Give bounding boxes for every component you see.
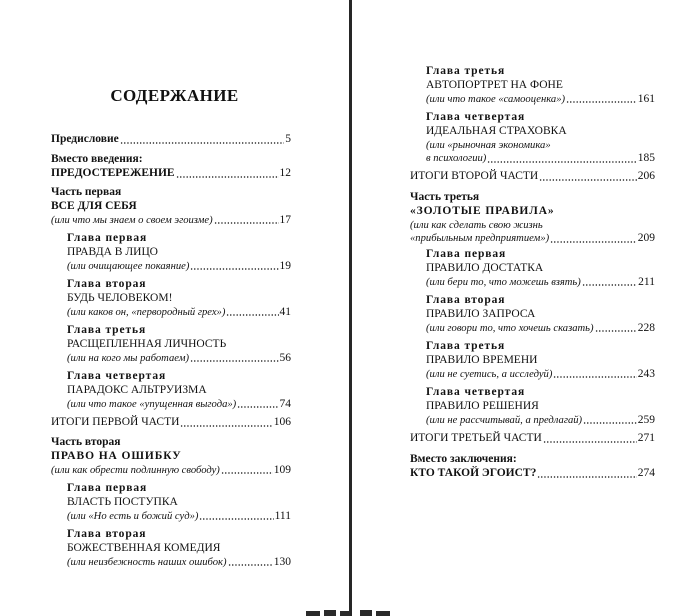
dot-leader xyxy=(176,176,279,178)
dot-leader xyxy=(595,330,637,332)
dot-leader xyxy=(539,179,637,181)
entry-subtitle: (или на кого мы работаем) xyxy=(67,352,189,364)
toc-entry-part1-results[interactable] xyxy=(51,416,291,430)
dot-leader xyxy=(237,406,278,408)
entry-label: Глава вторая xyxy=(67,528,147,540)
toc-entry-part2-ch3[interactable] xyxy=(426,65,655,106)
page-number: 12 xyxy=(279,166,291,179)
entry-subtitle: (или неизбежность наших ошибок) xyxy=(67,556,227,568)
dot-leader xyxy=(566,101,637,103)
entry-subtitle: (или «Но есть и божий суд») xyxy=(67,510,199,522)
page-number: 130 xyxy=(273,555,291,568)
dot-leader xyxy=(226,314,278,316)
entry-subtitle: (или очищающее покаяние) xyxy=(67,260,190,272)
entry-title: ПРАВДА В ЛИЦО xyxy=(67,245,158,258)
entry-subtitle-cont: «прибыльным предприятием») xyxy=(410,233,550,245)
dot-leader xyxy=(537,476,636,478)
dot-leader xyxy=(180,425,272,427)
entry-title: ПРАВИЛО ЗАПРОСА xyxy=(426,307,536,320)
entry-subtitle: (или говори то, что хочешь сказать) xyxy=(426,322,594,334)
entry-label: Глава вторая xyxy=(426,294,506,306)
entry-title: ВЛАСТЬ ПОСТУПКА xyxy=(67,495,178,508)
entry-title: БОЖЕСТВЕННАЯ КОМЕДИЯ xyxy=(67,541,221,554)
page-number: 5 xyxy=(285,133,291,145)
page-bottom-artifact xyxy=(306,607,406,616)
dot-leader xyxy=(228,564,273,566)
toc-entry-part2[interactable] xyxy=(51,436,291,477)
dot-leader xyxy=(583,422,637,424)
toc-entry-part1-ch2[interactable] xyxy=(67,278,291,319)
toc-entry-part2-ch4[interactable] xyxy=(426,111,655,166)
entry-label: Глава четвертая xyxy=(426,386,526,398)
entry-label: Глава первая xyxy=(67,482,148,494)
toc-entry-part2-results[interactable] xyxy=(410,170,655,184)
toc-entry-intro[interactable] xyxy=(51,153,291,181)
entry-subtitle: (или как сделать свою жизнь xyxy=(410,219,543,231)
entry-title: ИДЕАЛЬНАЯ СТРАХОВКА xyxy=(426,124,567,137)
dot-leader xyxy=(190,268,278,270)
entry-label: Предисловие xyxy=(51,133,119,145)
dot-leader xyxy=(221,472,273,474)
page-number: 74 xyxy=(279,397,291,410)
dot-leader xyxy=(553,376,636,378)
page-number: 271 xyxy=(637,432,655,444)
toc-entry-part3-ch2[interactable] xyxy=(426,294,655,335)
entry-label: Глава вторая xyxy=(67,278,147,290)
dot-leader xyxy=(199,518,273,520)
entry-title: БУДЬ ЧЕЛОВЕКОМ! xyxy=(67,291,173,304)
toc-entry-part1-ch1[interactable] xyxy=(67,232,291,273)
entry-label: Глава третья xyxy=(426,65,506,77)
page-number: 209 xyxy=(637,232,655,245)
entry-title: ВСЕ ДЛЯ СЕБЯ xyxy=(51,199,137,212)
entry-label: Часть третья xyxy=(410,191,480,203)
entry-title: «ЗОЛОТЫЕ ПРАВИЛА» xyxy=(410,204,555,217)
page-number: 228 xyxy=(637,321,655,334)
entry-title: ПРЕДОСТЕРЕЖЕНИЕ xyxy=(51,166,175,179)
entry-label: Часть первая xyxy=(51,186,122,198)
entry-subtitle: (или бери то, что можешь взять) xyxy=(426,276,581,288)
entry-label: Глава третья xyxy=(426,340,506,352)
page-number: 243 xyxy=(637,367,655,380)
entry-subtitle: (или не рассчитывай, а предлагай) xyxy=(426,414,583,426)
page-number: 19 xyxy=(279,259,291,272)
entry-title: РАСЩЕПЛЕННАЯ ЛИЧНОСТЬ xyxy=(67,337,227,350)
toc-entry-part2-ch1[interactable] xyxy=(67,482,291,523)
left-page xyxy=(0,0,349,616)
entry-label: Глава третья xyxy=(67,324,147,336)
dot-leader xyxy=(120,142,285,144)
entry-subtitle: (или что такое «упущенная выгода») xyxy=(67,398,237,410)
entry-title: ИТОГИ ТРЕТЬЕЙ ЧАСТИ xyxy=(410,432,542,444)
entry-label: Часть вторая xyxy=(51,436,121,448)
page-number: 109 xyxy=(273,463,291,476)
page-number: 41 xyxy=(279,305,291,318)
toc-title: СОДЕРЖАНИЕ xyxy=(110,86,239,105)
page-number: 56 xyxy=(279,351,291,364)
page-number: 259 xyxy=(637,413,655,426)
entry-label: Глава четвертая xyxy=(67,370,167,382)
entry-label: Глава первая xyxy=(67,232,148,244)
entry-label: Глава первая xyxy=(426,248,507,260)
entry-subtitle: (или что такое «самооценка») xyxy=(426,93,566,105)
entry-subtitle: (или не суетись, а исследуй) xyxy=(426,368,553,380)
toc-entry-part3[interactable] xyxy=(410,191,655,246)
entry-title: КТО ТАКОЙ ЭГОИСТ? xyxy=(410,466,537,479)
dot-leader xyxy=(190,360,279,362)
page-number: 274 xyxy=(637,466,655,479)
entry-label: Глава четвертая xyxy=(426,111,526,123)
dot-leader xyxy=(582,284,637,286)
toc-entry-part3-ch4[interactable] xyxy=(426,386,655,427)
entry-label: Вместо введения: xyxy=(51,153,143,165)
entry-subtitle: (или что мы знаем о своем эгоизме) xyxy=(51,214,213,226)
entry-title: АВТОПОРТРЕТ НА ФОНЕ xyxy=(426,78,563,91)
entry-title: ИТОГИ ПЕРВОЙ ЧАСТИ xyxy=(51,416,180,428)
page-number: 106 xyxy=(273,416,291,428)
entry-title: ИТОГИ ВТОРОЙ ЧАСТИ xyxy=(410,170,539,182)
page-number: 17 xyxy=(279,213,291,226)
right-page xyxy=(352,0,700,616)
toc-entry-conclusion[interactable] xyxy=(410,453,655,481)
entry-label: Вместо заключения: xyxy=(410,453,517,465)
toc-entry-part3-ch3[interactable] xyxy=(426,340,655,381)
entry-title: ПРАВИЛО ВРЕМЕНИ xyxy=(426,353,538,366)
entry-subtitle: (или каков он, «первородный грех») xyxy=(67,306,226,318)
toc-entry-part1[interactable] xyxy=(51,186,291,227)
entry-title: ПРАВО НА ОШИБКУ xyxy=(51,449,182,462)
dot-leader xyxy=(543,441,637,443)
page-number: 111 xyxy=(274,509,291,522)
entry-subtitle-cont: в психологии) xyxy=(426,153,487,165)
entry-subtitle: (или как обрести подлинную свободу) xyxy=(51,464,220,476)
toc-entry-part1-ch3[interactable] xyxy=(67,324,291,365)
entry-title: ПРАВИЛО РЕШЕНИЯ xyxy=(426,399,539,412)
page-number: 211 xyxy=(638,275,655,288)
toc-entry-preface[interactable] xyxy=(51,133,291,147)
page-number: 161 xyxy=(637,92,655,105)
toc-entry-part1-ch4[interactable] xyxy=(67,370,291,411)
dot-leader xyxy=(550,241,637,243)
page-number: 185 xyxy=(637,152,655,165)
dot-leader xyxy=(487,161,636,163)
entry-title: ПРАВИЛО ДОСТАТКА xyxy=(426,261,544,274)
toc-entry-part3-ch1[interactable] xyxy=(426,248,655,289)
dot-leader xyxy=(214,222,279,224)
entry-subtitle: (или «рыночная экономика» xyxy=(426,139,551,151)
page-number: 206 xyxy=(637,170,655,182)
toc-entry-part2-ch2[interactable] xyxy=(67,528,291,569)
toc-entry-part3-results[interactable] xyxy=(410,432,655,446)
entry-title: ПАРАДОКС АЛЬТРУИЗМА xyxy=(67,383,207,396)
